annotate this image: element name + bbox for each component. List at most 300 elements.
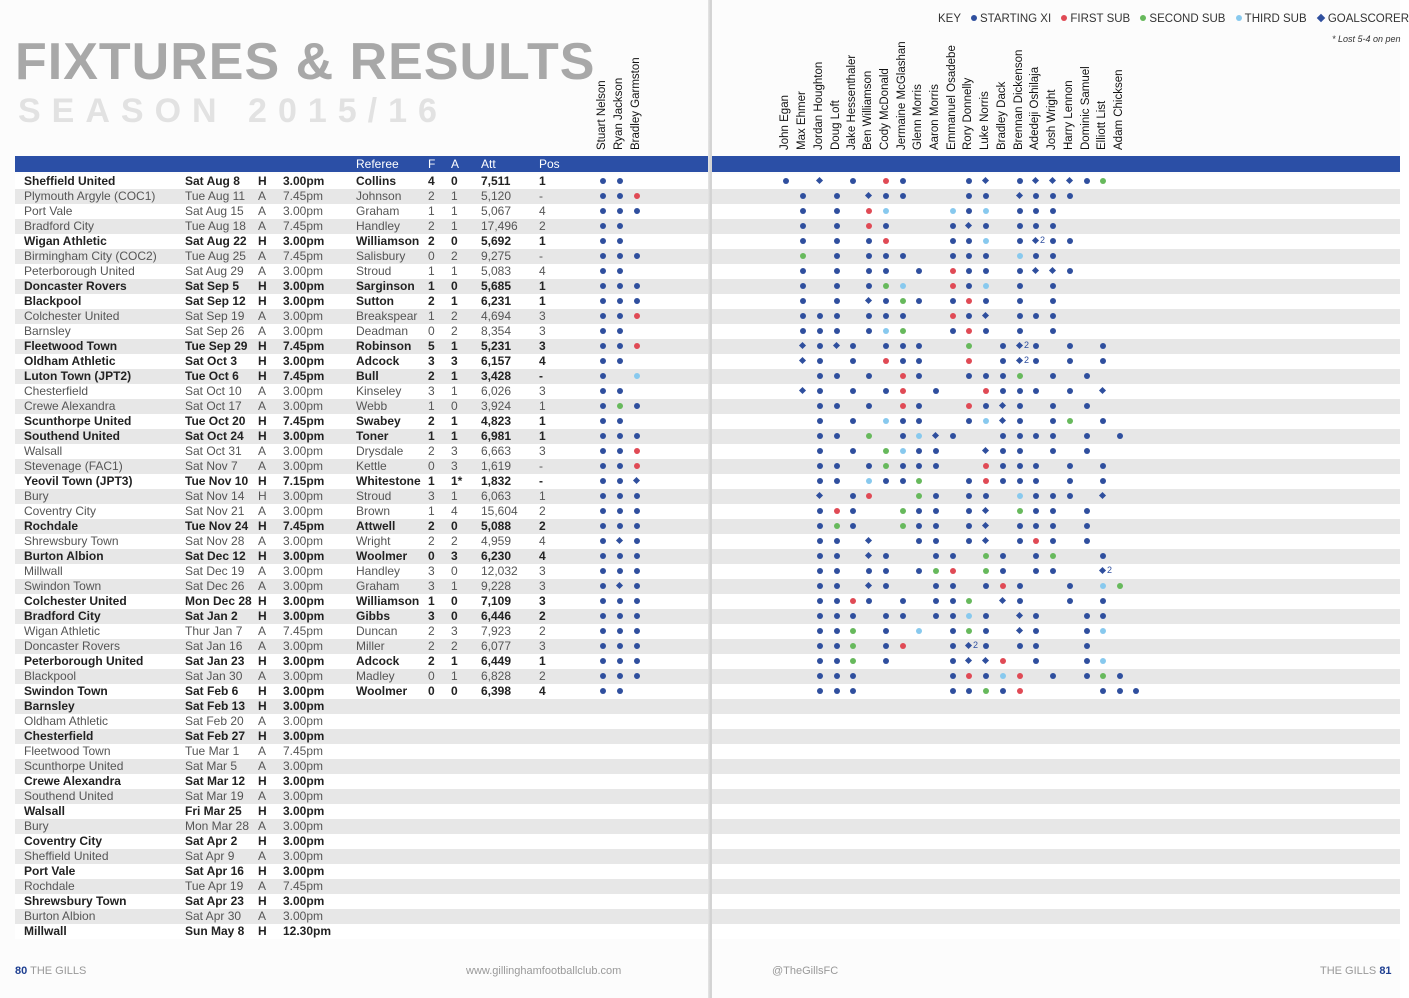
home-away: A [258, 399, 267, 413]
appearance-dot [866, 463, 872, 469]
appearance-dot [634, 463, 640, 469]
appearance-dot [1033, 193, 1039, 199]
home-away: H [258, 684, 267, 698]
home-away: A [258, 579, 267, 593]
appearance-dot [834, 553, 840, 559]
match-date: Sat Nov 21 [185, 504, 245, 518]
appearance-dot [900, 598, 906, 604]
appearance-dot [983, 388, 989, 394]
match-date: Tue Aug 25 [185, 249, 246, 263]
stripe-row [712, 279, 1400, 294]
stripe-row [712, 804, 1400, 819]
appearance-dot [866, 433, 872, 439]
appearance-dot [1000, 553, 1006, 559]
attendance: 6,231 [481, 294, 512, 308]
appearance-dot [850, 628, 856, 634]
appearance-dot [817, 403, 823, 409]
appearance-dot [617, 598, 623, 604]
home-away: A [258, 789, 267, 803]
appearance-dot [983, 568, 989, 574]
goal-count: 2 [973, 640, 979, 650]
appearance-dot [634, 538, 640, 544]
appearance-dot [1017, 268, 1023, 274]
appearance-dot [1000, 388, 1006, 394]
appearance-dot [900, 358, 906, 364]
appearance-dot [1017, 238, 1023, 244]
league-position: 4 [539, 534, 546, 548]
appearance-dot [1017, 388, 1023, 394]
appearance-dot [883, 358, 889, 364]
appearance-dot [634, 568, 640, 574]
home-away: A [258, 819, 267, 833]
appearance-dot [966, 313, 972, 319]
attendance: 9,228 [481, 579, 512, 593]
player-name: Adam Chicksen [1113, 69, 1125, 150]
home-away: A [258, 564, 267, 578]
table-row [15, 909, 710, 924]
header-attendance: Att [481, 157, 496, 171]
appearance-dot [1000, 358, 1006, 364]
website-link[interactable]: www.gillinghamfootballclub.com [466, 965, 622, 977]
appearance-dot [1017, 493, 1023, 499]
appearance-dot [817, 358, 823, 364]
appearance-dot [1033, 313, 1039, 319]
appearance-dot [1100, 343, 1106, 349]
appearance-dot [634, 553, 640, 559]
appearance-dot [1117, 673, 1123, 679]
player-name: Luke Norris [979, 91, 991, 150]
appearance-dot [1100, 613, 1106, 619]
kick-off-time: 7.45pm [283, 624, 324, 638]
appearance-dot [617, 268, 623, 274]
appearance-dot [1017, 208, 1023, 214]
attendance: 4,694 [481, 309, 512, 323]
home-away: H [258, 924, 267, 938]
appearance-dot [1050, 283, 1056, 289]
goals-for: 0 [428, 684, 435, 698]
header-referee: Referee [356, 157, 399, 171]
match-date: Sat Feb 13 [185, 699, 246, 713]
league-position: - [539, 249, 543, 263]
kick-off-time: 3.00pm [283, 309, 324, 323]
appearance-dot [950, 208, 956, 214]
appearance-dot [600, 403, 606, 409]
key-goalscorer: GOALSCORER [1327, 13, 1409, 25]
stripe-row [712, 249, 1400, 264]
appearance-dot [634, 343, 640, 349]
match-date: Sat Apr 30 [185, 909, 242, 923]
appearance-dot [634, 193, 640, 199]
appearance-dot [1017, 673, 1023, 679]
first-sub-key-icon [1061, 15, 1067, 21]
appearance-dot [983, 478, 989, 484]
attendance: 6,828 [481, 669, 512, 683]
appearance-dot [600, 643, 606, 649]
goals-against: 2 [451, 324, 458, 338]
league-position: - [539, 369, 543, 383]
attendance: 4,959 [481, 534, 512, 548]
referee: Toner [356, 429, 389, 443]
referee: Handley [356, 564, 401, 578]
goals-for: 3 [428, 384, 435, 398]
appearance-dot [983, 208, 989, 214]
appearance-dot [966, 343, 972, 349]
appearance-dot [817, 373, 823, 379]
home-away: A [258, 759, 267, 773]
appearance-dot [1050, 238, 1056, 244]
appearance-dot [834, 298, 840, 304]
twitter-handle[interactable]: @TheGillsFC [772, 965, 839, 977]
appearance-dot [634, 583, 640, 589]
appearance-dot [1084, 508, 1090, 514]
match-date: Sat Oct 31 [185, 444, 242, 458]
appearance-dot [883, 328, 889, 334]
opponent: Chesterfield [24, 384, 89, 398]
appearance-dot [883, 658, 889, 664]
player-name: Ryan Jackson [613, 77, 625, 150]
appearance-dot [1067, 388, 1073, 394]
appearance-dot [834, 313, 840, 319]
appearance-dot [900, 193, 906, 199]
appearance-dot [1067, 463, 1073, 469]
appearance-dot [933, 508, 939, 514]
appearance-dot [1033, 478, 1039, 484]
appearance-dot [1084, 373, 1090, 379]
stripe-row [712, 429, 1400, 444]
table-row [15, 714, 710, 729]
attendance: 6,157 [481, 354, 512, 368]
referee: Madley [356, 669, 395, 683]
page-title: FIXTURES & RESULTS [15, 33, 596, 91]
appearance-dot [933, 448, 939, 454]
goals-against: 1 [451, 264, 458, 278]
appearance-dot [950, 568, 956, 574]
header-for: F [428, 157, 436, 171]
stripe-row [712, 774, 1400, 789]
appearance-dot [1000, 343, 1006, 349]
kick-off-time: 3.00pm [283, 549, 325, 563]
appearance-dot [634, 313, 640, 319]
appearance-dot [983, 493, 989, 499]
goals-for: 1 [428, 399, 435, 413]
match-date: Sat Feb 20 [185, 714, 244, 728]
goals-for: 1 [428, 279, 435, 293]
referee: Brown [356, 504, 391, 518]
match-date: Sat Aug 15 [185, 204, 244, 218]
appearance-dot [1017, 178, 1023, 184]
home-away: A [258, 744, 267, 758]
appearance-dot [900, 643, 906, 649]
appearance-dot [600, 193, 606, 199]
appearance-dot [1100, 628, 1106, 634]
stripe-row [712, 759, 1400, 774]
table-row [15, 924, 710, 939]
appearance-dot [617, 493, 623, 499]
appearance-dot [883, 628, 889, 634]
stripe-row [712, 309, 1400, 324]
stripe-row [712, 789, 1400, 804]
stripe-row [712, 639, 1400, 654]
goal-count: 2 [1107, 565, 1113, 575]
appearance-dot [966, 253, 972, 259]
match-date: Sat Feb 27 [185, 729, 246, 743]
appearance-dot [950, 628, 956, 634]
home-away: A [258, 849, 267, 863]
appearance-dot [850, 418, 856, 424]
appearance-dot [883, 253, 889, 259]
appearance-dot [1067, 478, 1073, 484]
appearance-dot [883, 343, 889, 349]
player-name: Bradley Garmston [630, 57, 642, 150]
referee: Handley [356, 219, 401, 233]
attendance: 12,032 [481, 564, 518, 578]
appearance-dot [950, 328, 956, 334]
stripe-row [712, 579, 1400, 594]
appearance-dot [966, 193, 972, 199]
player-name: Elliott List [1096, 100, 1108, 150]
home-away: A [258, 909, 267, 923]
appearance-dot [1033, 358, 1039, 364]
match-date: Sat Jan 30 [185, 669, 243, 683]
appearance-dot [1084, 178, 1090, 184]
appearance-dot [600, 298, 606, 304]
opponent: Barnsley [24, 699, 75, 713]
appearance-dot [983, 403, 989, 409]
match-date: Sat Nov 14 [185, 489, 245, 503]
goals-against: 1 [451, 204, 458, 218]
opponent: Southend United [24, 789, 114, 803]
appearance-dot [850, 343, 856, 349]
opponent: Sheffield United [24, 174, 116, 188]
goals-for: 3 [428, 354, 435, 368]
appearance-dot [1000, 463, 1006, 469]
goals-for: 1 [428, 594, 435, 608]
referee: Salisbury [356, 249, 406, 263]
home-away: H [258, 804, 267, 818]
league-position: 3 [539, 339, 546, 353]
appearance-dot [966, 283, 972, 289]
home-away: H [258, 699, 267, 713]
referee: Attwell [356, 519, 396, 533]
opponent: Bradford City [24, 609, 101, 623]
appearance-dot [1033, 463, 1039, 469]
appearance-dot [800, 223, 806, 229]
appearance-dot [1100, 553, 1106, 559]
appearance-dot [866, 568, 872, 574]
left-page-number: 80 [15, 965, 28, 977]
appearance-dot [1017, 418, 1023, 424]
penalty-note: * Lost 5-4 on pen [1332, 34, 1401, 44]
appearance-dot [600, 478, 606, 484]
opponent: Southend United [24, 429, 120, 443]
appearance-dot [617, 643, 623, 649]
stripe-row [712, 849, 1400, 864]
appearance-dot [966, 328, 972, 334]
match-date: Sat Aug 8 [185, 174, 240, 188]
kick-off-time: 7.45pm [283, 519, 325, 533]
home-away: H [258, 654, 267, 668]
goals-for: 1 [428, 204, 435, 218]
match-date: Mon Dec 28 [185, 594, 252, 608]
appearance-dot [950, 598, 956, 604]
player-name: Stuart Nelson [596, 80, 608, 150]
appearance-dot [966, 268, 972, 274]
appearance-dot [983, 193, 989, 199]
goals-against: 1 [451, 294, 458, 308]
appearance-dot [1033, 643, 1039, 649]
appearance-dot [916, 523, 922, 529]
appearance-dot [600, 688, 606, 694]
goals-against: 2 [451, 639, 458, 653]
stripe-row [712, 504, 1400, 519]
appearance-dot [617, 178, 623, 184]
appearance-dot [900, 448, 906, 454]
appearance-dot [1033, 223, 1039, 229]
appearance-dot [933, 613, 939, 619]
referee: Williamson [356, 234, 420, 248]
appearance-dot [1000, 688, 1006, 694]
stripe-row [712, 564, 1400, 579]
stripe-row [712, 519, 1400, 534]
appearance-dot [1033, 433, 1039, 439]
match-date: Tue Sep 29 [185, 339, 248, 353]
appearance-dot [983, 673, 989, 679]
stripe-row [712, 699, 1400, 714]
appearance-dot [933, 598, 939, 604]
table-row [15, 729, 710, 744]
match-date: Sat Dec 26 [185, 579, 245, 593]
opponent: Swindon Town [24, 684, 108, 698]
appearance-dot [983, 373, 989, 379]
player-name: Aaron Morris [929, 84, 941, 150]
opponent: Bury [24, 489, 49, 503]
appearance-dot [950, 613, 956, 619]
appearance-dot [1033, 253, 1039, 259]
appearance-dot [617, 223, 623, 229]
opponent: Peterborough United [24, 654, 144, 668]
appearance-dot [883, 613, 889, 619]
appearance-dot [1017, 598, 1023, 604]
appearance-dot [966, 598, 972, 604]
appearance-dot [1050, 223, 1056, 229]
home-away: H [258, 474, 267, 488]
referee: Collins [356, 174, 397, 188]
appearance-dot [1100, 178, 1106, 184]
match-date: Sat Mar 5 [185, 759, 238, 773]
appearance-dot [617, 358, 623, 364]
appearance-dot [817, 598, 823, 604]
goals-against: 1 [451, 414, 458, 428]
attendance: 6,230 [481, 549, 512, 563]
opponent: Swindon Town [24, 579, 102, 593]
appearance-dot [950, 643, 956, 649]
stripe-row [712, 369, 1400, 384]
appearance-dot [1100, 598, 1106, 604]
appearance-dot [950, 253, 956, 259]
appearance-dot [850, 673, 856, 679]
attendance: 3,428 [481, 369, 512, 383]
goal-count: 2 [1024, 355, 1030, 365]
appearance-dot [1117, 688, 1123, 694]
kick-off-time: 7.45pm [283, 369, 325, 383]
appearance-dot [1100, 673, 1106, 679]
appearance-dot [600, 598, 606, 604]
goals-against: 0 [451, 684, 458, 698]
appearance-dot [933, 538, 939, 544]
appearance-dot [933, 568, 939, 574]
home-away: H [258, 609, 267, 623]
attendance: 5,083 [481, 264, 512, 278]
opponent: Scunthorpe United [24, 759, 124, 773]
goals-against: 1 [451, 489, 458, 503]
appearance-dot [966, 238, 972, 244]
appearance-dot [900, 253, 906, 259]
appearance-dot [1017, 643, 1023, 649]
appearance-dot [1017, 313, 1023, 319]
opponent: Walsall [24, 804, 65, 818]
stripe-row [712, 819, 1400, 834]
goals-against: 1 [451, 189, 458, 203]
appearance-dot [916, 463, 922, 469]
appearance-dot [916, 268, 922, 274]
appearance-dot [1100, 658, 1106, 664]
appearance-dot [834, 403, 840, 409]
opponent: Coventry City [24, 834, 103, 848]
appearance-dot [933, 583, 939, 589]
appearance-dot [1017, 403, 1023, 409]
stripe-row [712, 324, 1400, 339]
appearance-dot [1100, 463, 1106, 469]
appearance-dot [1017, 508, 1023, 514]
referee: Wright [356, 534, 391, 548]
appearance-dot [950, 283, 956, 289]
match-date: Tue Aug 11 [185, 189, 246, 203]
home-away: H [258, 369, 267, 383]
appearance-dot [1000, 373, 1006, 379]
league-position: 2 [539, 609, 546, 623]
appearance-dot [1033, 553, 1039, 559]
opponent: Crewe Alexandra [24, 399, 116, 413]
kick-off-time: 7.45pm [283, 189, 324, 203]
appearance-dot [600, 238, 606, 244]
appearance-dot [817, 508, 823, 514]
appearance-dot [850, 388, 856, 394]
stripe-row [712, 924, 1400, 939]
goals-for: 0 [428, 324, 435, 338]
opponent: Chesterfield [24, 729, 94, 743]
opponent: Blackpool [24, 294, 82, 308]
appearance-dot [600, 313, 606, 319]
appearance-dot [850, 598, 856, 604]
league-position: 4 [539, 684, 546, 698]
appearance-dot [1033, 628, 1039, 634]
match-date: Tue Aug 18 [185, 219, 246, 233]
league-position: 3 [539, 579, 546, 593]
kick-off-time: 3.00pm [283, 669, 324, 683]
opponent: Millwall [24, 564, 63, 578]
appearance-dot [1050, 328, 1056, 334]
table-row [15, 834, 710, 849]
kick-off-time: 3.00pm [283, 564, 324, 578]
appearance-dot [983, 253, 989, 259]
opponent: Shrewsbury Town [24, 894, 127, 908]
league-position: 2 [539, 669, 546, 683]
match-date: Sat Oct 3 [185, 354, 238, 368]
appearance-dot [866, 208, 872, 214]
appearance-dot [1017, 688, 1023, 694]
appearance-dot [966, 358, 972, 364]
appearance-dot [634, 493, 640, 499]
